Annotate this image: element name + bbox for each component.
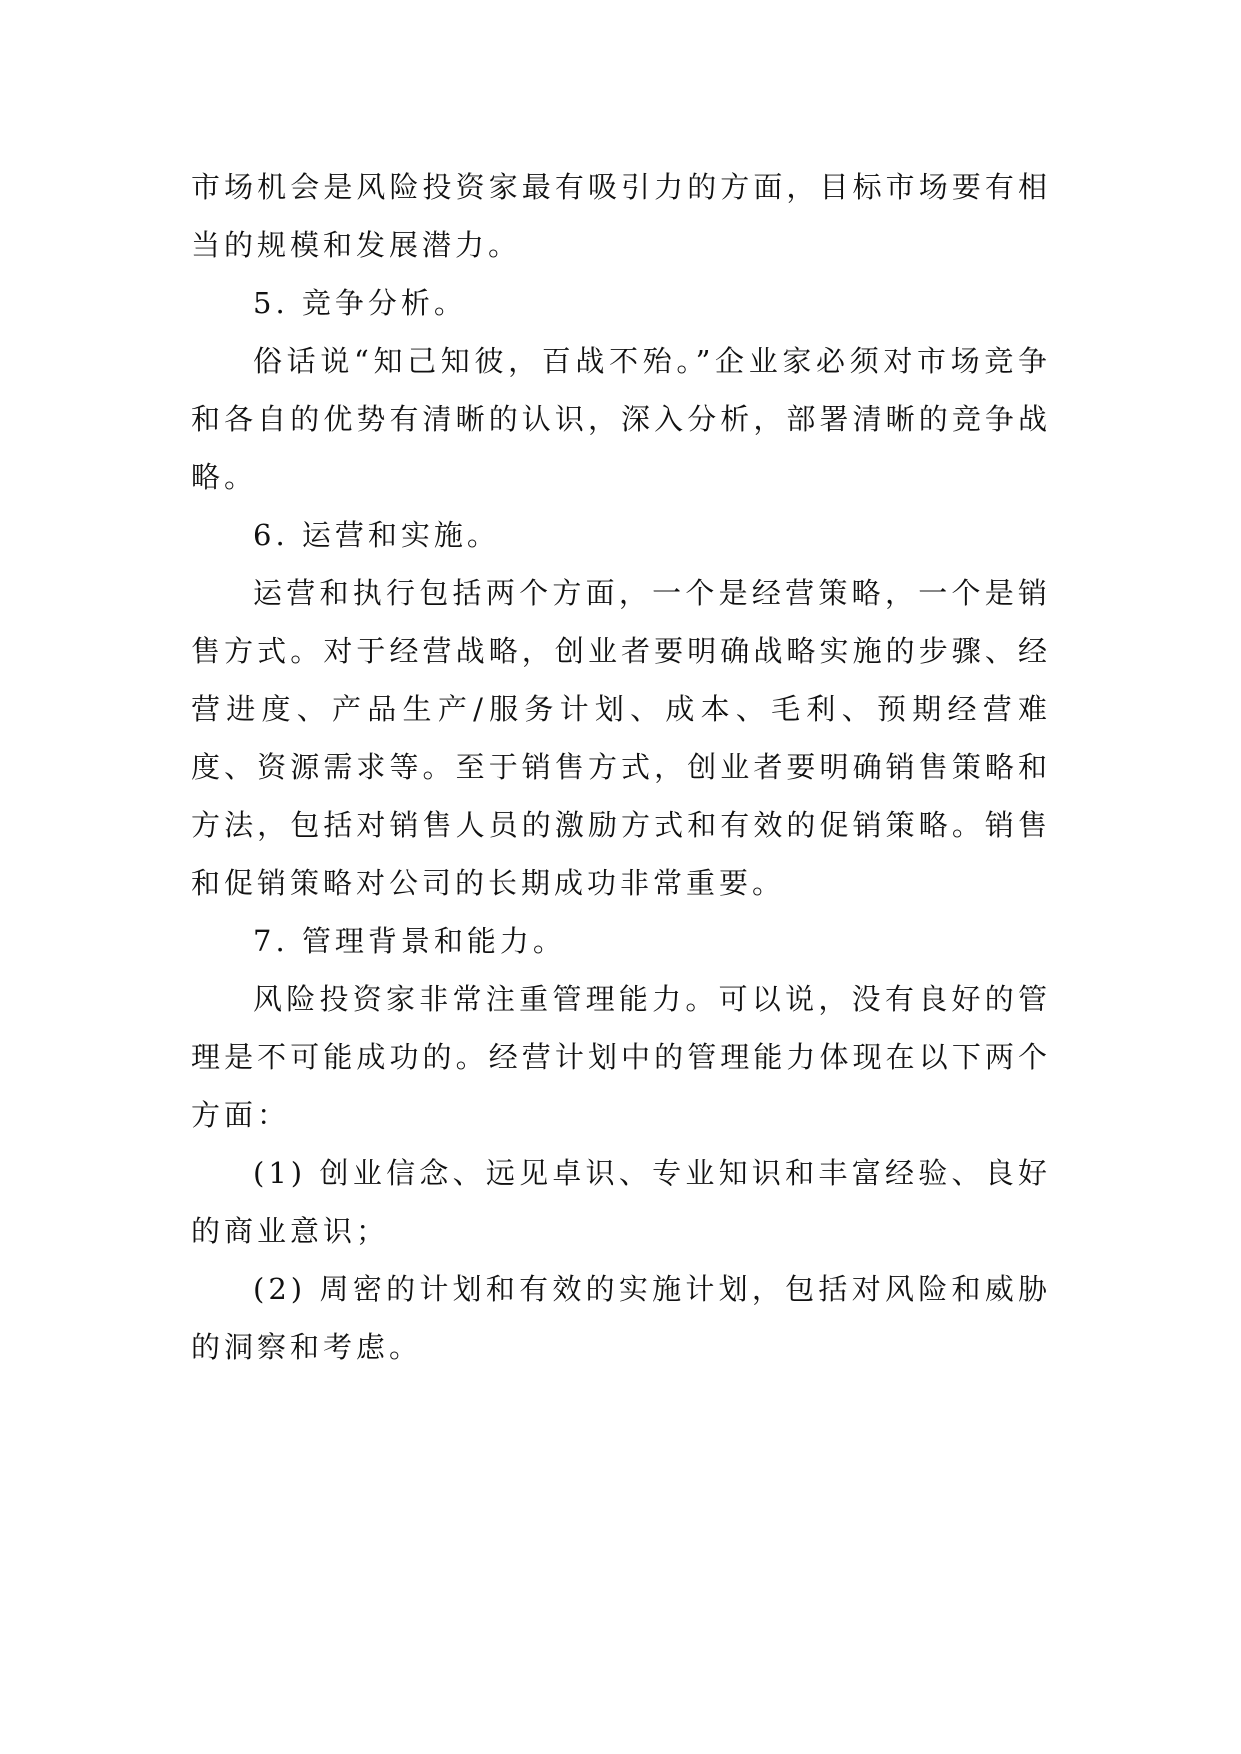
operations-paragraph: 运营和执行包括两个方面，一个是经营策略，一个是销售方式。对于经营战略，创业者要明确战略实施的步骤、经营进度、产品生产/服务计划、成本、毛利、预期经营难度、资源需求等。至于销售方式，创业者要明确销售策略和方法，包括对销售人员的激励方式和有效的促销策略。销售和促销策略对公司的长期成功非常重要。 [191, 576, 1051, 900]
competition-heading: 5. 竞争分析。 [253, 286, 467, 320]
competition-paragraph: 俗话说“知己知彼，百战不殆。”企业家必须对市场竞争和各自的优势有清晰的认识，深入分析，部署清晰的竞争战略。 [191, 344, 1051, 494]
operations-heading: 6. 运营和实施。 [253, 518, 500, 552]
document-page [191, 158, 1051, 1376]
management-paragraph: 风险投资家非常注重管理能力。可以说，没有良好的管理是不可能成功的。经营计划中的管理能力体现在以下两个方面： [191, 982, 1051, 1132]
management-list-item-2: (2) 周密的计划和有效的实施计划，包括对风险和威胁的洞察和考虑。 [191, 1272, 1051, 1364]
management-list-item-1: (1) 创业信念、远见卓识、专业知识和丰富经验、良好的商业意识； [191, 1156, 1051, 1248]
market-opportunity-paragraph: 市场机会是风险投资家最有吸引力的方面，目标市场要有相当的规模和发展潜力。 [191, 170, 1051, 262]
management-heading: 7. 管理背景和能力。 [253, 924, 566, 958]
